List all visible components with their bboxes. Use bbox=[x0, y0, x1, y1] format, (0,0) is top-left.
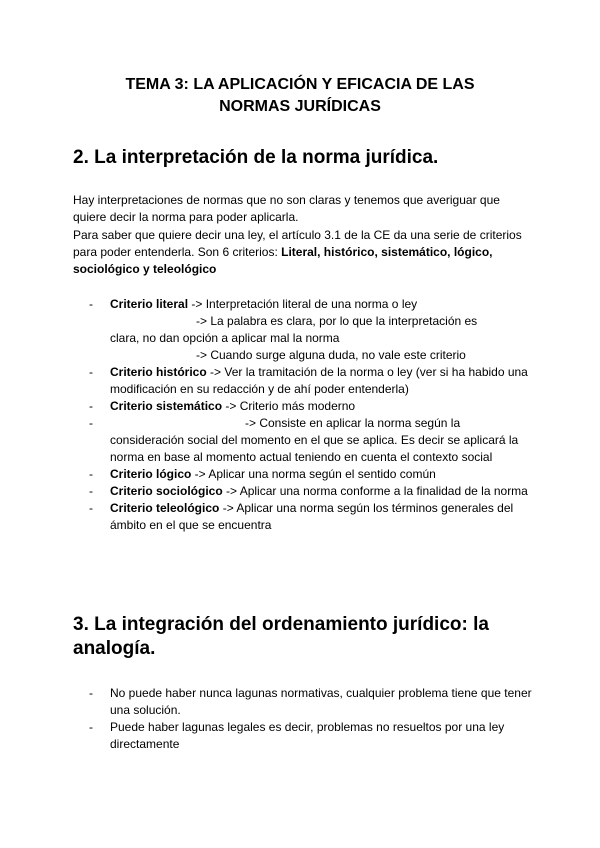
list-item-historico bbox=[73, 364, 533, 398]
section-2-paragraph-1: Hay interpretaciones de normas que no son claras y tenemos que averiguar que quiere decir la norma para poder aplicarla. bbox=[73, 193, 500, 224]
list-item-lagunas-normativas bbox=[73, 685, 533, 719]
bullet-dash: - bbox=[89, 484, 93, 498]
list-item-text: Puede haber lagunas legales es decir, problemas no resueltos por una ley directamente bbox=[110, 720, 505, 751]
bullet-dash: - bbox=[89, 501, 93, 515]
criterion-term: Criterio literal bbox=[110, 297, 189, 311]
bullet-dash: - bbox=[89, 467, 93, 481]
list-item-text: No puede haber nunca lagunas normativas, cualquier problema tiene que tener una solución. bbox=[110, 686, 532, 717]
criterion-text: -> Criterio más moderno bbox=[222, 399, 356, 413]
section-2-paragraph-2 bbox=[73, 227, 528, 278]
bullet-dash: - bbox=[89, 416, 93, 430]
section-2-heading: 2. La interpretación de la norma jurídica. bbox=[73, 147, 439, 168]
document-title bbox=[0, 74, 600, 118]
criterion-text: consideración social del momento en el que se aplica. Es decir se aplicará la norma en base al momento actual teniendo en cuenta el contexto social bbox=[110, 433, 519, 464]
criteria-list-bold: Literal, histórico, sistemático, lógico, sociológico y teleológico bbox=[73, 245, 493, 276]
criterion-term: Criterio lógico bbox=[110, 467, 192, 481]
document-title-line-2: NORMAS JURÍDICAS bbox=[219, 98, 381, 115]
criterion-sub-1-cont: clara, no dan opción a aplicar mal la norma bbox=[110, 331, 340, 345]
criterion-text: -> Aplicar una norma según los términos generales del ámbito en el que se encuentra bbox=[110, 501, 514, 532]
analogia-list bbox=[73, 685, 533, 753]
bullet-dash: - bbox=[89, 365, 93, 379]
list-item-lagunas-legales bbox=[73, 719, 533, 753]
bullet-dash: - bbox=[89, 399, 93, 413]
criterion-text: -> Interpretación literal de una norma o ley bbox=[188, 297, 418, 311]
bullet-dash: - bbox=[89, 686, 93, 700]
list-item-consideracion-social bbox=[73, 415, 533, 466]
criterion-term: Criterio sistemático bbox=[110, 399, 223, 413]
list-item-literal bbox=[73, 296, 533, 364]
list-item-logico bbox=[73, 466, 533, 483]
criterion-text: -> Aplicar una norma conforme a la finalidad de la norma bbox=[222, 484, 528, 498]
document-title-line-1: TEMA 3: LA APLICACIÓN Y EFICACIA DE LAS bbox=[125, 76, 475, 93]
bullet-dash: - bbox=[89, 297, 93, 311]
paragraph-2-text: Para saber que quiere decir una ley, el artículo 3.1 de la CE da una serie de criterios para poder entenderla. Son 6 criterios: bbox=[73, 228, 522, 259]
list-item-sociologico bbox=[73, 483, 533, 500]
criteria-list bbox=[73, 296, 533, 534]
criterion-term: Criterio teleológico bbox=[110, 501, 220, 515]
list-item-teleologico bbox=[73, 500, 533, 534]
criterion-term: Criterio histórico bbox=[110, 365, 207, 379]
criterion-term: Criterio sociológico bbox=[110, 484, 223, 498]
list-item-sistematico bbox=[73, 398, 533, 415]
criterion-text: -> Ver la tramitación de la norma o ley (ver si ha habido una modificación en su redacción y de ahí poder entenderla) bbox=[110, 365, 528, 396]
section-3-heading: 3. La integración del ordenamiento jurídico: la analogía. bbox=[73, 614, 489, 659]
criterion-sub-2: -> Cuando surge alguna duda, no vale este criterio bbox=[196, 348, 466, 362]
criterion-text: -> Aplicar una norma según el sentido común bbox=[191, 467, 436, 481]
criterion-sub-1: -> La palabra es clara, por lo que la interpretación es bbox=[196, 314, 478, 328]
criterion-first-line: -> Consiste en aplicar la norma según la bbox=[245, 416, 461, 430]
bullet-dash: - bbox=[89, 720, 93, 734]
